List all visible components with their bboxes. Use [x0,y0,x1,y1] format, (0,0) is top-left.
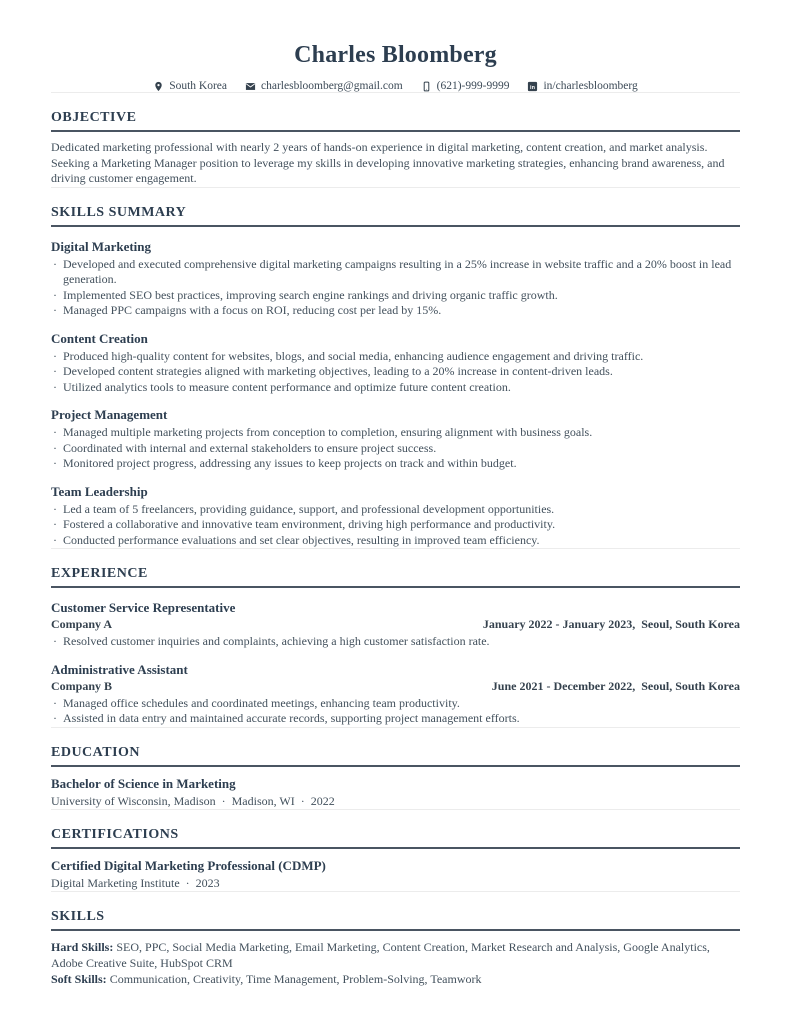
contact-row [51,80,740,92]
bullet-item: · Utilized analytics tools to measure content performance and optimize future content creation. [51,380,740,396]
bullet-item: · Fostered a collaborative and innovative team environment, driving high performance and productivity. [51,517,740,533]
hard-skills-text: SEO, PPC, Social Media Marketing, Email Marketing, Content Creation, Market Research and Analysis, Google Analytics, Adobe Creative Suite, HubSpot CRM [51,939,710,970]
section-education [51,745,740,809]
bullet-item: · Coordinated with internal and external stakeholders to ensure project success. [51,441,740,457]
bullet-item: · Assisted in data entry and maintained accurate records, supporting project management efforts. [51,711,740,727]
skill-group-bullets [51,502,740,549]
job-bullets [51,634,740,650]
skill-group-heading: Project Management [51,407,168,422]
job-dates-location: January 2022 - January 2023, Seoul, South Korea [482,617,740,631]
bullet-item: · Managed office schedules and coordinated meetings, enhancing team productivity. [51,696,740,712]
bullet-item: · Produced high-quality content for websites, blogs, and social media, enhancing audience engagement and driving traffic. [51,349,740,365]
section-divider [51,809,740,810]
job-entry [51,600,740,650]
skill-group-heading: Digital Marketing [51,238,152,254]
soft-skills-line [51,971,740,987]
job-entry [51,662,740,727]
bullet-item: · Developed and executed comprehensive digital marketing campaigns resulting in a 25% increase in website traffic and a 20% boost in lead generation. [51,257,740,288]
job-company: Company A [51,617,113,631]
section-title-objective: OBJECTIVE [51,110,740,132]
job-company: Company B [51,678,113,693]
bullet-item: · Led a team of 5 freelancers, providing guidance, support, and professional development opportunities. [51,502,740,518]
contact-location [153,80,227,92]
certification-details: Digital Marketing Institute · 2023 [51,875,220,890]
phone-icon [421,81,432,92]
job-bullets [51,696,740,727]
section-divider [51,727,740,728]
bullet-item: · Conducted performance evaluations and set clear objectives, resulting in improved team efficiency. [51,533,740,549]
resume-header [51,42,740,93]
education-entry [51,776,740,809]
bullet-item: · Implemented SEO best practices, improving search engine rankings and driving organic traffic growth. [51,288,740,304]
section-title-education: EDUCATION [51,745,740,767]
section-title-certifications: CERTIFICATIONS [51,827,740,849]
contact-phone [421,80,510,92]
person-name: Charles Bloomberg [294,42,497,68]
section-skills [51,909,740,987]
bullet-item: · Managed multiple marketing projects from conception to completion, ensuring alignment with business goals. [51,425,740,441]
job-role: Administrative Assistant [51,661,188,677]
objective-text: Dedicated marketing professional with nearly 2 years of hands-on experience in digital marketing, content creation, and market analysis. Seeking a Marketing Manager position to leverage my skills in developing innovative marketing strategies, enhancing brand awareness, and driving customer engagement. [51,140,725,185]
linkedin-text: in/charlesbloomberg [543,80,638,92]
skill-group-bullets [51,257,740,319]
job-dates-location: June 2021 - December 2022, Seoul, South Korea [491,678,740,693]
hard-skills-label: Hard Skills: [51,939,114,954]
skill-group-bullets [51,349,740,396]
section-divider [51,187,740,188]
section-certifications [51,827,740,891]
envelope-icon [245,81,256,92]
degree-details: University of Wisconsin, Madison · Madison, WI · 2022 [51,793,335,808]
degree-title: Bachelor of Science in Marketing [51,775,236,791]
skill-group-heading: Team Leadership [51,483,148,499]
contact-email [245,80,403,92]
soft-skills-label: Soft Skills: [51,971,107,986]
job-meta [51,617,740,632]
email-text: charlesbloomberg@gmail.com [261,80,403,92]
contact-linkedin [527,80,637,92]
section-skills-summary [51,205,740,549]
location-text: South Korea [169,80,227,92]
bullet-item: · Monitored project progress, addressing any issues to keep projects on track and within budget. [51,456,740,472]
bullet-item: · Resolved customer inquiries and complaints, achieving a high customer satisfaction rate. [51,634,740,650]
section-divider [51,548,740,549]
location-pin-icon [153,81,164,92]
certification-title: Certified Digital Marketing Professional (CDMP) [51,857,326,873]
skill-group-heading: Content Creation [51,330,148,346]
skills-lines [51,939,740,987]
section-divider [51,891,740,892]
bullet-item: · Developed content strategies aligned with marketing objectives, leading to a 20% increase in content-driven leads. [51,364,740,380]
bullet-item: · Managed PPC campaigns with a focus on ROI, reducing cost per lead by 15%. [51,303,740,319]
soft-skills-text: Communication, Creativity, Time Management, Problem-Solving, Teamwork [106,971,482,986]
section-title-skills: SKILLS [51,909,740,931]
phone-text: (621)-999-9999 [436,80,510,92]
skill-group-bullets [51,425,740,472]
section-title-skills-summary: SKILLS SUMMARY [51,205,740,227]
hard-skills-line [51,939,740,971]
linkedin-icon [527,81,538,92]
job-meta [51,679,740,694]
section-objective [51,110,740,187]
svg-text:in: in [530,84,536,91]
section-title-experience: EXPERIENCE [51,566,740,588]
header-divider [51,92,740,93]
section-experience [51,566,740,727]
certification-entry [51,858,740,891]
job-role: Customer Service Representative [51,600,236,615]
